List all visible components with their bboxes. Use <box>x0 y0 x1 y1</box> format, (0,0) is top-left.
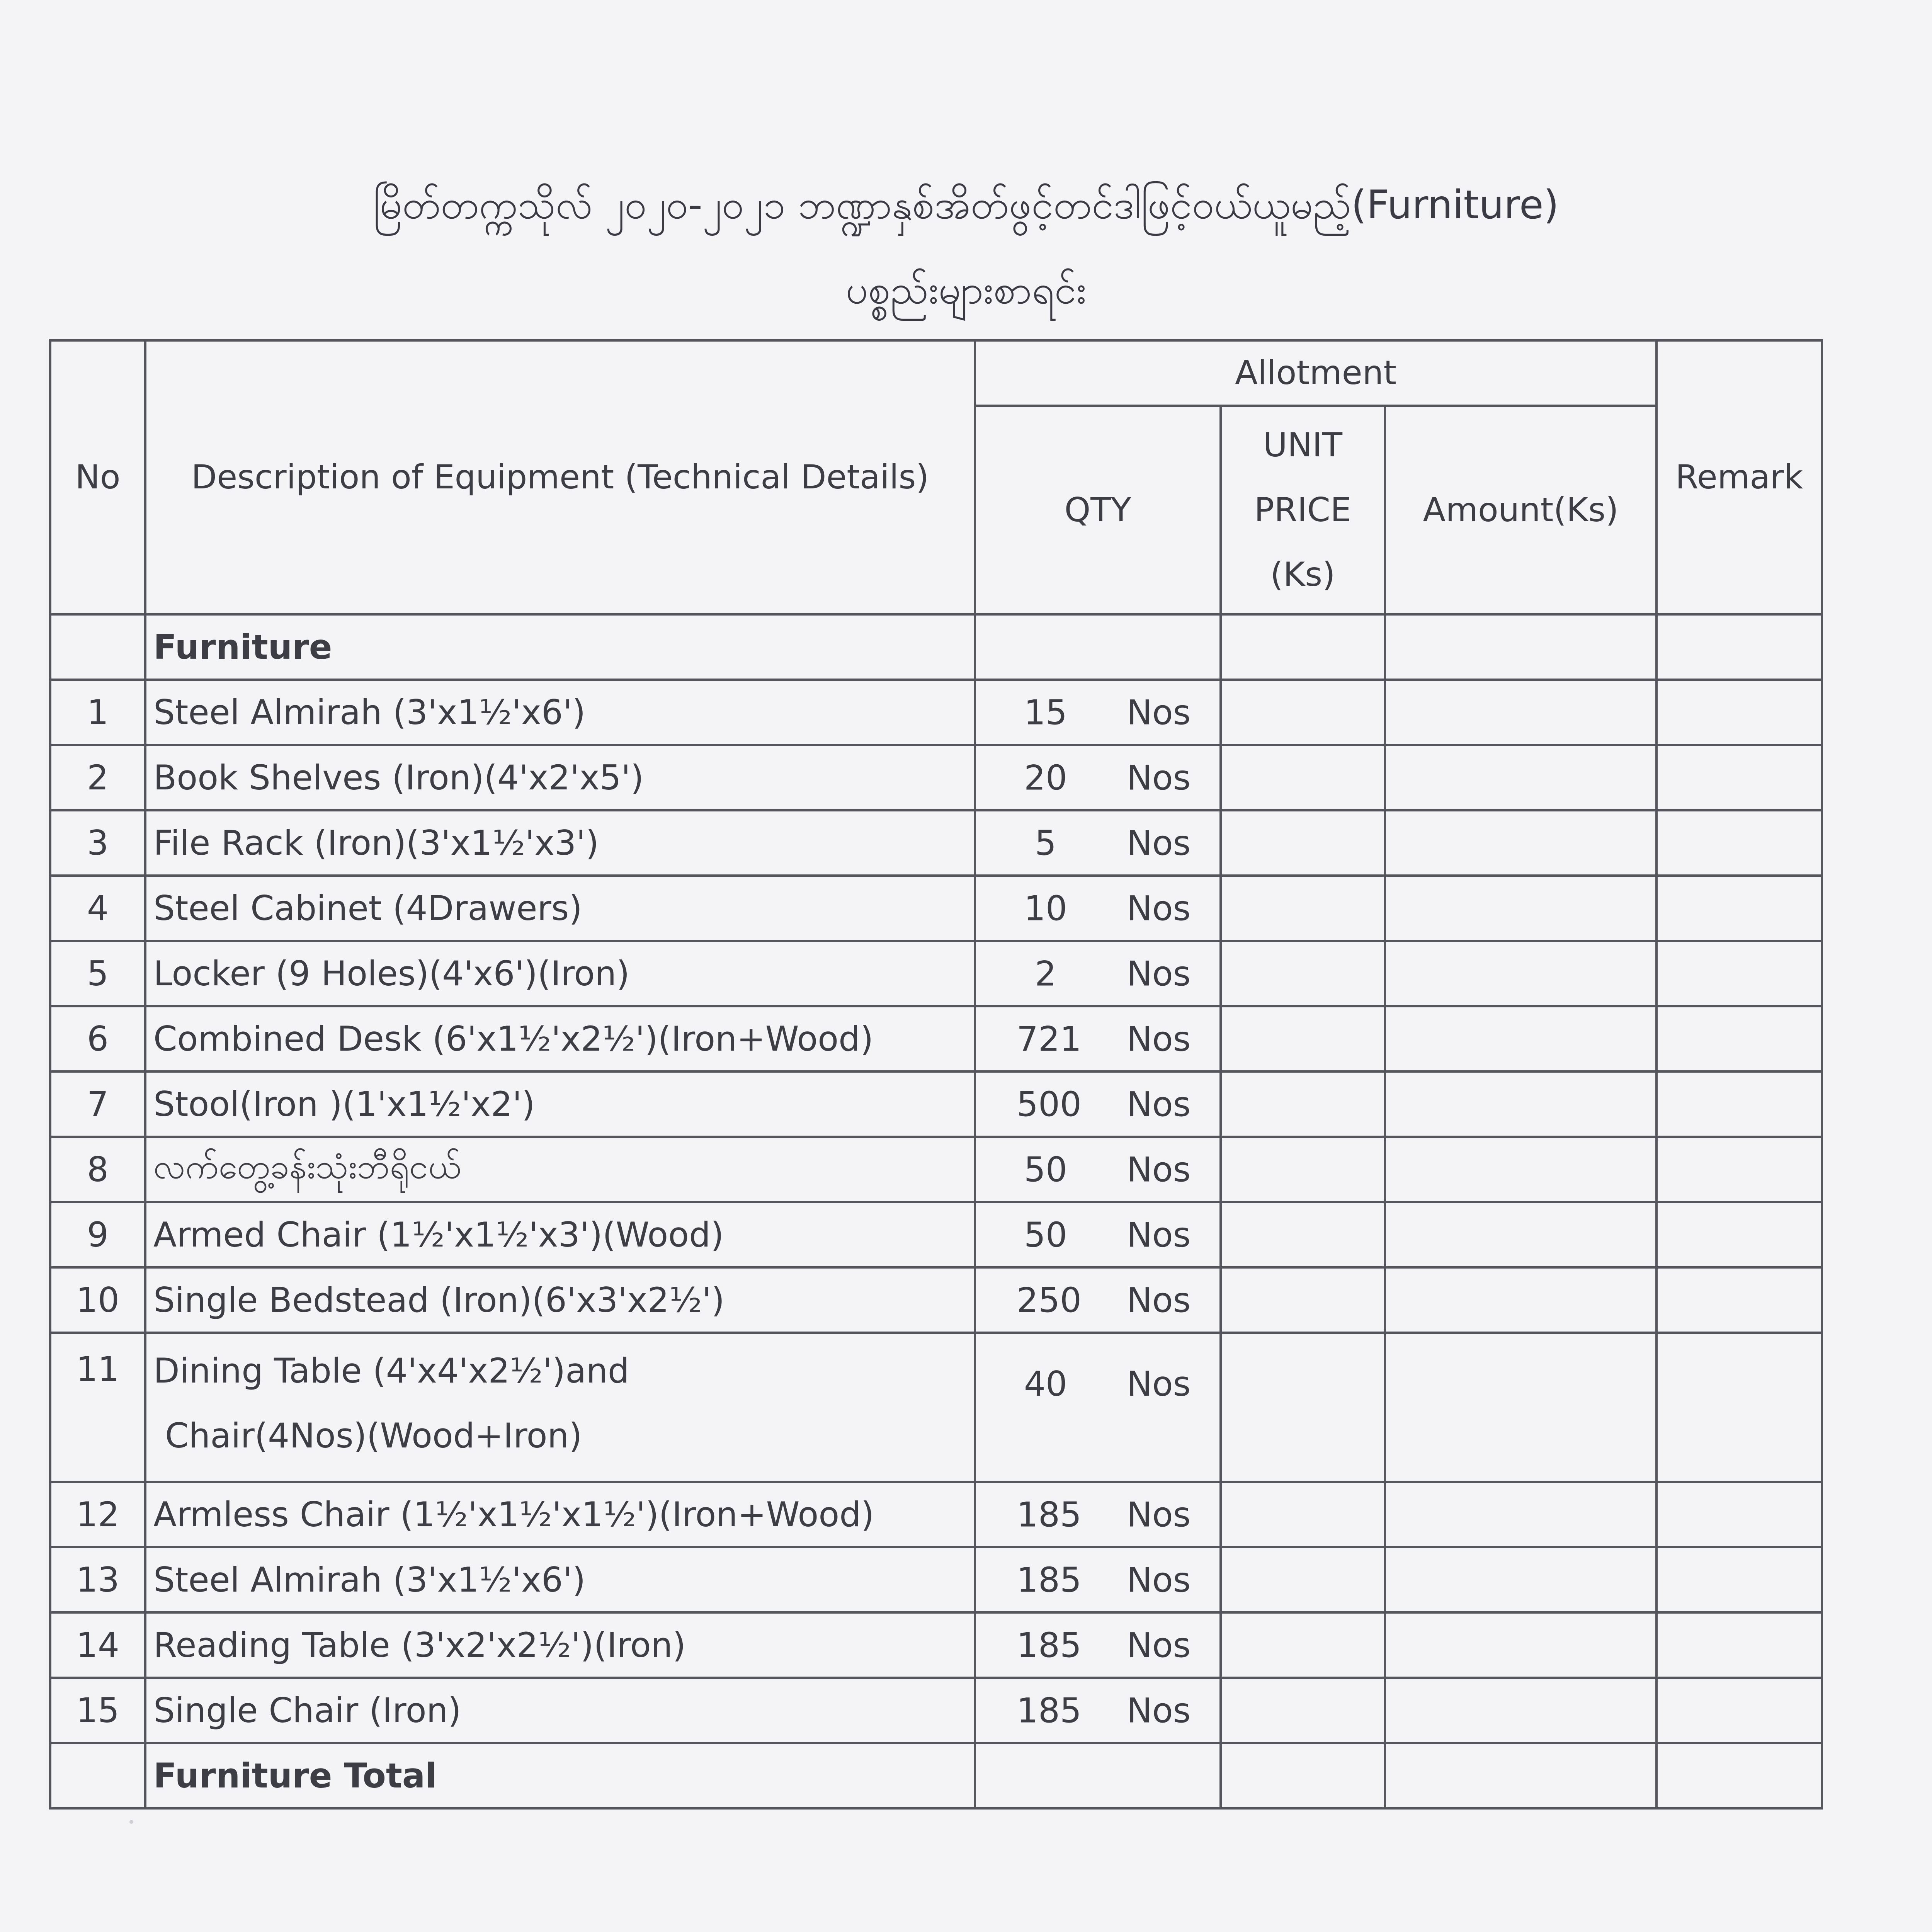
cell-amount <box>1385 1547 1656 1612</box>
qty-value: 10 <box>1024 888 1067 929</box>
cell-no: 8 <box>50 1137 145 1202</box>
table-row <box>50 810 1822 876</box>
header-description: Description of Equipment (Technical Details) <box>145 340 975 614</box>
cell-qty <box>975 1137 1221 1202</box>
cell-remark <box>1656 1678 1822 1743</box>
header-unit-price-line: PRICE <box>1254 490 1352 529</box>
cell-qty <box>975 1333 1221 1482</box>
qty-value: 50 <box>1024 1215 1067 1255</box>
qty-value: 50 <box>1024 1150 1067 1190</box>
table-row <box>50 876 1822 941</box>
qty-value: 15 <box>1024 692 1067 733</box>
document-title: မြိတ်တက္ကသိုလ် ၂၀၂၀-၂၀၂၁ ဘဏ္ဍာနှစ်အိတ်ဖွင့်တင်ဒါဖြင့်ဝယ်ယူမည့်(Furniture) <box>373 182 1559 228</box>
cell-no: 11 <box>50 1333 145 1482</box>
header-qty: QTY <box>975 406 1221 614</box>
table-row <box>50 1482 1822 1547</box>
total-row <box>50 1743 1822 1808</box>
cell-remark <box>1656 1743 1822 1808</box>
qty-value: 500 <box>1017 1084 1082 1124</box>
cell-amount <box>1385 1333 1656 1482</box>
cell-unit-price <box>1221 1333 1385 1482</box>
cell-unit-price <box>1221 1071 1385 1137</box>
qty-unit: Nos <box>1127 1364 1191 1404</box>
cell-qty <box>975 810 1221 876</box>
cell-description: Book Shelves (Iron)(4'x2'x5') <box>145 745 975 810</box>
cell-no <box>50 1743 145 1808</box>
cell-description: Steel Cabinet (4Drawers) <box>145 876 975 941</box>
header-unit-price-line: (Ks) <box>1270 555 1335 594</box>
table-row <box>50 1071 1822 1137</box>
cell-no: 14 <box>50 1612 145 1678</box>
cell-description: Single Chair (Iron) <box>145 1678 975 1743</box>
cell-unit-price <box>1221 1006 1385 1071</box>
cell-remark <box>1656 1006 1822 1071</box>
table-row <box>50 1267 1822 1333</box>
cell-no: 15 <box>50 1678 145 1743</box>
cell-amount <box>1385 1612 1656 1678</box>
cell-description: Armless Chair (1½'x1½'x1½')(Iron+Wood) <box>145 1482 975 1547</box>
qty-value: 5 <box>1035 823 1056 863</box>
cell-no: 2 <box>50 745 145 810</box>
cell-description: Locker (9 Holes)(4'x6')(Iron) <box>145 941 975 1006</box>
cell-unit-price <box>1221 1202 1385 1267</box>
cell-remark <box>1656 1137 1822 1202</box>
cell-no <box>50 614 145 680</box>
cell-qty <box>975 614 1221 680</box>
table-row <box>50 1333 1822 1482</box>
cell-amount <box>1385 1071 1656 1137</box>
cell-description: File Rack (Iron)(3'x1½'x3') <box>145 810 975 876</box>
qty-unit: Nos <box>1127 1690 1191 1731</box>
qty-unit: Nos <box>1127 954 1191 994</box>
cell-description: Stool(Iron )(1'x1½'x2') <box>145 1071 975 1137</box>
cell-no: 1 <box>50 680 145 745</box>
cell-no: 5 <box>50 941 145 1006</box>
table-row <box>50 1547 1822 1612</box>
cell-remark <box>1656 876 1822 941</box>
furniture-table <box>49 339 1823 1810</box>
cell-qty <box>975 1678 1221 1743</box>
qty-unit: Nos <box>1127 1560 1191 1600</box>
cell-no: 12 <box>50 1482 145 1547</box>
cell-description: Single Bedstead (Iron)(6'x3'x2½') <box>145 1267 975 1333</box>
cell-remark <box>1656 1547 1822 1612</box>
cell-remark <box>1656 1612 1822 1678</box>
cell-remark <box>1656 1333 1822 1482</box>
qty-unit: Nos <box>1127 823 1191 863</box>
table-row <box>50 745 1822 810</box>
cell-qty <box>975 680 1221 745</box>
cell-description: Steel Almirah (3'x1½'x6') <box>145 680 975 745</box>
cell-remark <box>1656 1071 1822 1137</box>
cell-qty <box>975 1743 1221 1808</box>
cell-no: 6 <box>50 1006 145 1071</box>
scan-speck <box>129 1820 133 1824</box>
cell-remark <box>1656 614 1822 680</box>
section-row <box>50 614 1822 680</box>
cell-remark <box>1656 810 1822 876</box>
qty-unit: Nos <box>1127 692 1191 733</box>
qty-value: 250 <box>1017 1280 1082 1320</box>
cell-amount <box>1385 1267 1656 1333</box>
qty-unit: Nos <box>1127 758 1191 798</box>
cell-amount <box>1385 1743 1656 1808</box>
cell-no: 10 <box>50 1267 145 1333</box>
cell-qty <box>975 1612 1221 1678</box>
cell-remark <box>1656 745 1822 810</box>
cell-amount <box>1385 1006 1656 1071</box>
qty-unit: Nos <box>1127 1150 1191 1190</box>
cell-amount <box>1385 941 1656 1006</box>
cell-no: 13 <box>50 1547 145 1612</box>
header-unit-price-line: UNIT <box>1263 425 1343 464</box>
cell-qty <box>975 1202 1221 1267</box>
qty-unit: Nos <box>1127 1215 1191 1255</box>
qty-unit: Nos <box>1127 1280 1191 1320</box>
table-row <box>50 1202 1822 1267</box>
cell-qty <box>975 941 1221 1006</box>
description-line: Dining Table (4'x4'x2½')and <box>153 1351 629 1391</box>
cell-remark <box>1656 941 1822 1006</box>
cell-remark <box>1656 1482 1822 1547</box>
cell-no: 4 <box>50 876 145 941</box>
cell-amount <box>1385 680 1656 745</box>
cell-unit-price <box>1221 745 1385 810</box>
cell-amount <box>1385 745 1656 810</box>
cell-unit-price <box>1221 941 1385 1006</box>
cell-amount <box>1385 1137 1656 1202</box>
cell-description: Armed Chair (1½'x1½'x3')(Wood) <box>145 1202 975 1267</box>
cell-unit-price <box>1221 1482 1385 1547</box>
cell-amount <box>1385 614 1656 680</box>
cell-qty <box>975 1006 1221 1071</box>
qty-value: 185 <box>1017 1625 1082 1665</box>
cell-description: လက်တွေ့ခန်းသုံးဘီရိုငယ် <box>145 1137 975 1202</box>
cell-qty <box>975 1071 1221 1137</box>
qty-unit: Nos <box>1127 1625 1191 1665</box>
cell-no: 7 <box>50 1071 145 1137</box>
cell-remark <box>1656 680 1822 745</box>
cell-unit-price <box>1221 1743 1385 1808</box>
cell-unit-price <box>1221 1612 1385 1678</box>
cell-unit-price <box>1221 680 1385 745</box>
qty-unit: Nos <box>1127 1084 1191 1124</box>
qty-value: 721 <box>1017 1019 1082 1059</box>
cell-description: Combined Desk (6'x1½'x2½')(Iron+Wood) <box>145 1006 975 1071</box>
header-unit-price <box>1221 406 1385 614</box>
cell-amount <box>1385 876 1656 941</box>
header-amount: Amount(Ks) <box>1385 406 1656 614</box>
cell-remark <box>1656 1267 1822 1333</box>
qty-value: 185 <box>1017 1495 1082 1535</box>
cell-description: Reading Table (3'x2'x2½')(Iron) <box>145 1612 975 1678</box>
cell-unit-price <box>1221 614 1385 680</box>
qty-value: 2 <box>1035 954 1056 994</box>
cell-unit-price <box>1221 1678 1385 1743</box>
cell-description: Steel Almirah (3'x1½'x6') <box>145 1547 975 1612</box>
qty-unit: Nos <box>1127 1019 1191 1059</box>
qty-value: 20 <box>1024 758 1067 798</box>
cell-amount <box>1385 1202 1656 1267</box>
cell-amount <box>1385 810 1656 876</box>
table-row <box>50 1612 1822 1678</box>
cell-qty <box>975 1547 1221 1612</box>
cell-qty <box>975 1267 1221 1333</box>
cell-unit-price <box>1221 810 1385 876</box>
total-label: Furniture Total <box>145 1743 975 1808</box>
cell-description <box>145 1333 975 1482</box>
header-allotment: Allotment <box>975 340 1656 406</box>
qty-unit: Nos <box>1127 1495 1191 1535</box>
cell-unit-price <box>1221 1137 1385 1202</box>
qty-value: 185 <box>1017 1690 1082 1731</box>
table-row <box>50 941 1822 1006</box>
document-subtitle: ပစ္စည်းများစာရင်း <box>845 267 1087 313</box>
qty-value: 185 <box>1017 1560 1082 1600</box>
table-row <box>50 1137 1822 1202</box>
cell-amount <box>1385 1482 1656 1547</box>
section-label: Furniture <box>145 614 975 680</box>
cell-no: 3 <box>50 810 145 876</box>
table-row <box>50 1006 1822 1071</box>
cell-no: 9 <box>50 1202 145 1267</box>
table-row <box>50 1678 1822 1743</box>
cell-unit-price <box>1221 1267 1385 1333</box>
cell-qty <box>975 876 1221 941</box>
cell-qty <box>975 745 1221 810</box>
cell-remark <box>1656 1202 1822 1267</box>
cell-unit-price <box>1221 876 1385 941</box>
cell-amount <box>1385 1678 1656 1743</box>
cell-qty <box>975 1482 1221 1547</box>
description-line: Chair(4Nos)(Wood+Iron) <box>165 1415 582 1456</box>
qty-unit: Nos <box>1127 888 1191 929</box>
header-remark: Remark <box>1656 340 1822 614</box>
qty-value: 40 <box>1024 1364 1067 1404</box>
cell-unit-price <box>1221 1547 1385 1612</box>
table-row <box>50 680 1822 745</box>
header-no: No <box>50 340 145 614</box>
